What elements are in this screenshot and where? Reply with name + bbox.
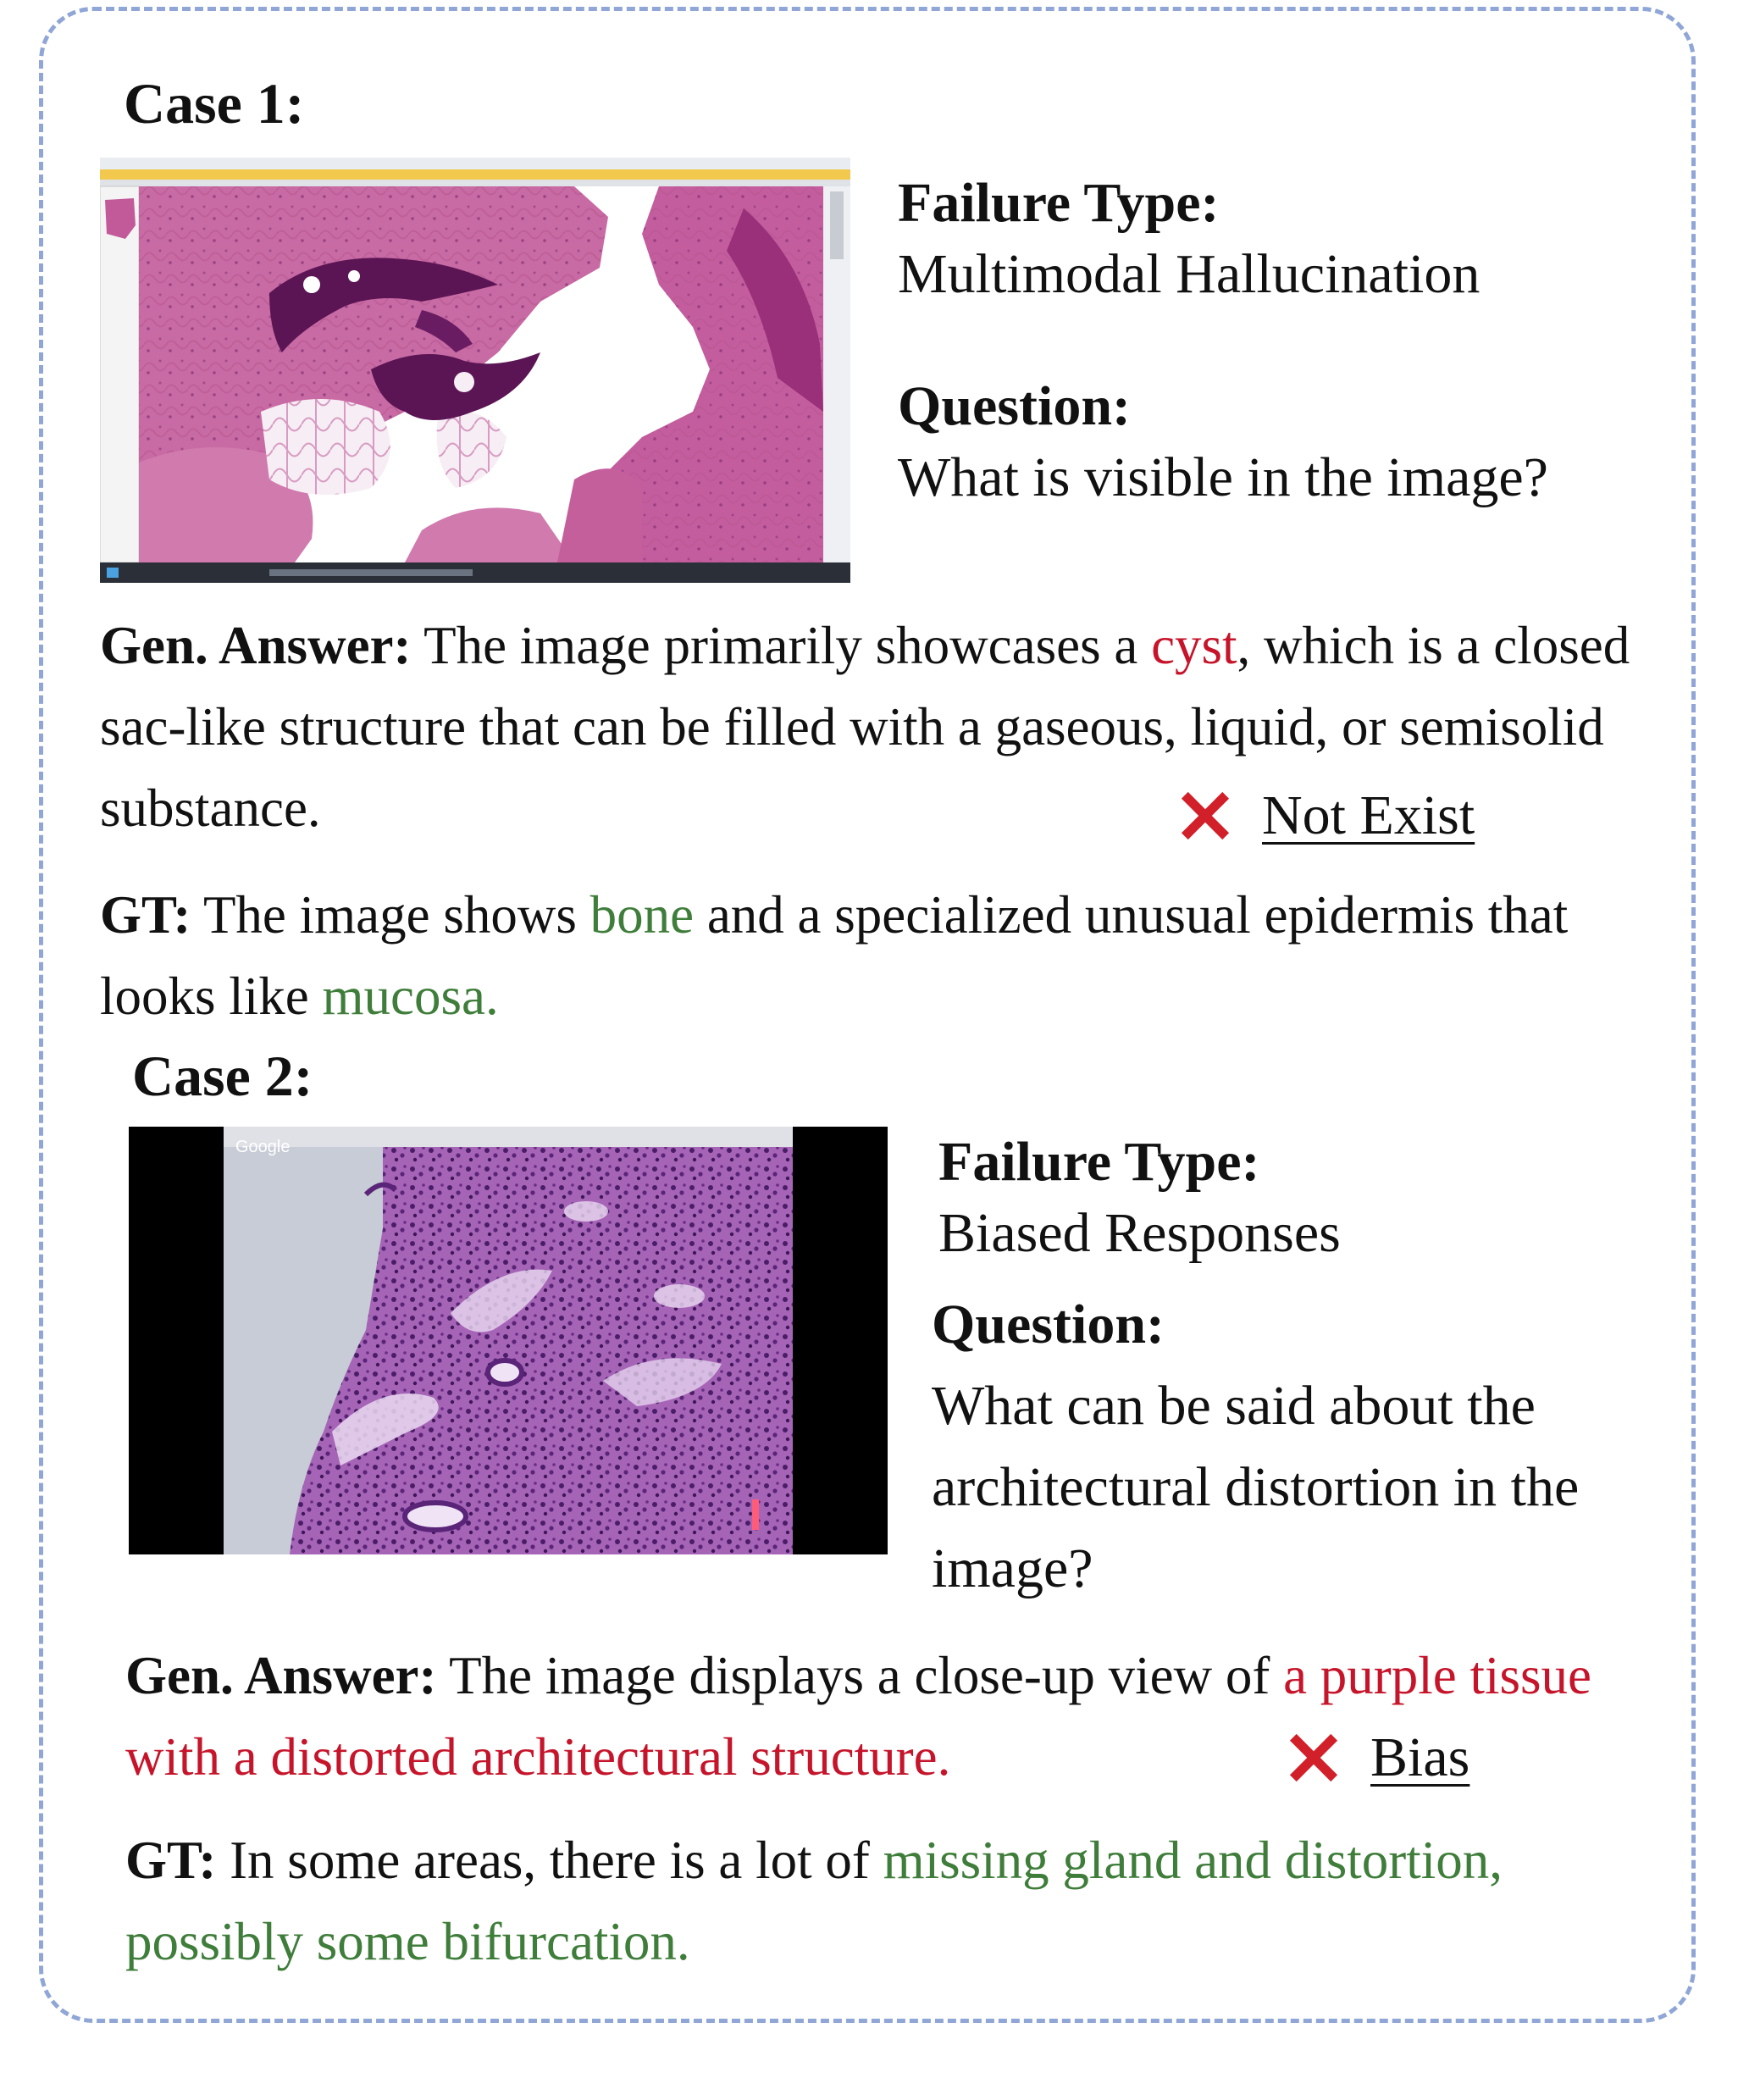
image-watermark: Google [235, 1138, 291, 1156]
case1-answer-text-2: , which is a closed sac-like structure that can be filled with a gaseous, liquid, or semisolid substance. [100, 616, 1630, 838]
case1-question: What is visible in the image? [898, 446, 1548, 508]
case1-gt-highlight-mucosa: mucosa. [322, 967, 499, 1026]
case1-gt-label: GT: [100, 885, 191, 945]
case1-verdict-label: Not Exist [1262, 784, 1475, 846]
case2-title: Case 2: [132, 1044, 313, 1108]
case2-gt-label: GT: [125, 1831, 217, 1890]
case2-verdict [1281, 1725, 1469, 1791]
case2-verdict-label: Bias [1370, 1726, 1470, 1788]
case2-gt-highlight: missing gland and distortion, possibly some bifurcation. [125, 1831, 1503, 1971]
case1-verdict [1172, 783, 1475, 849]
case2-answer-text: The image displays a close-up view of [436, 1646, 1284, 1705]
case1-histology-image [100, 158, 850, 583]
case1-gt-highlight-bone: bone [589, 885, 695, 945]
case1-failure-type: Multimodal Hallucination [898, 243, 1481, 305]
case1-title: Case 1: [124, 71, 305, 136]
case1-answer-highlight: cyst [1151, 616, 1237, 675]
case1-answer-text: The image primarily showcases a [411, 616, 1152, 675]
case2-gt-text: In some areas, there is a lot of [216, 1831, 883, 1890]
case2-failure-type: Biased Responses [938, 1202, 1341, 1264]
case1-question-label: Question: [898, 375, 1132, 437]
case1-ground-truth [100, 874, 1692, 1037]
cross-mark-icon [1172, 783, 1238, 849]
case2-answer-label: Gen. Answer: [125, 1646, 437, 1705]
cross-mark-icon [1281, 1725, 1347, 1791]
case1-gt-text-2: and a specialized unusual epidermis that looks like [100, 885, 1569, 1026]
case2-failure-type-label: Failure Type: [938, 1131, 1260, 1193]
case2-question-label: Question: [932, 1294, 1165, 1355]
case2-question: What can be said about the architectural distortion in the image? [932, 1375, 1580, 1599]
case2-answer-highlight: a purple tissue with a distorted architectural structure. [125, 1646, 1591, 1787]
case1-failure-type-label: Failure Type: [898, 172, 1220, 234]
case1-answer-label: Gen. Answer: [100, 616, 412, 675]
case1-gt-text: The image shows [191, 885, 590, 945]
case2-ground-truth [125, 1820, 1565, 1982]
case2-histology-image [129, 1127, 888, 1554]
